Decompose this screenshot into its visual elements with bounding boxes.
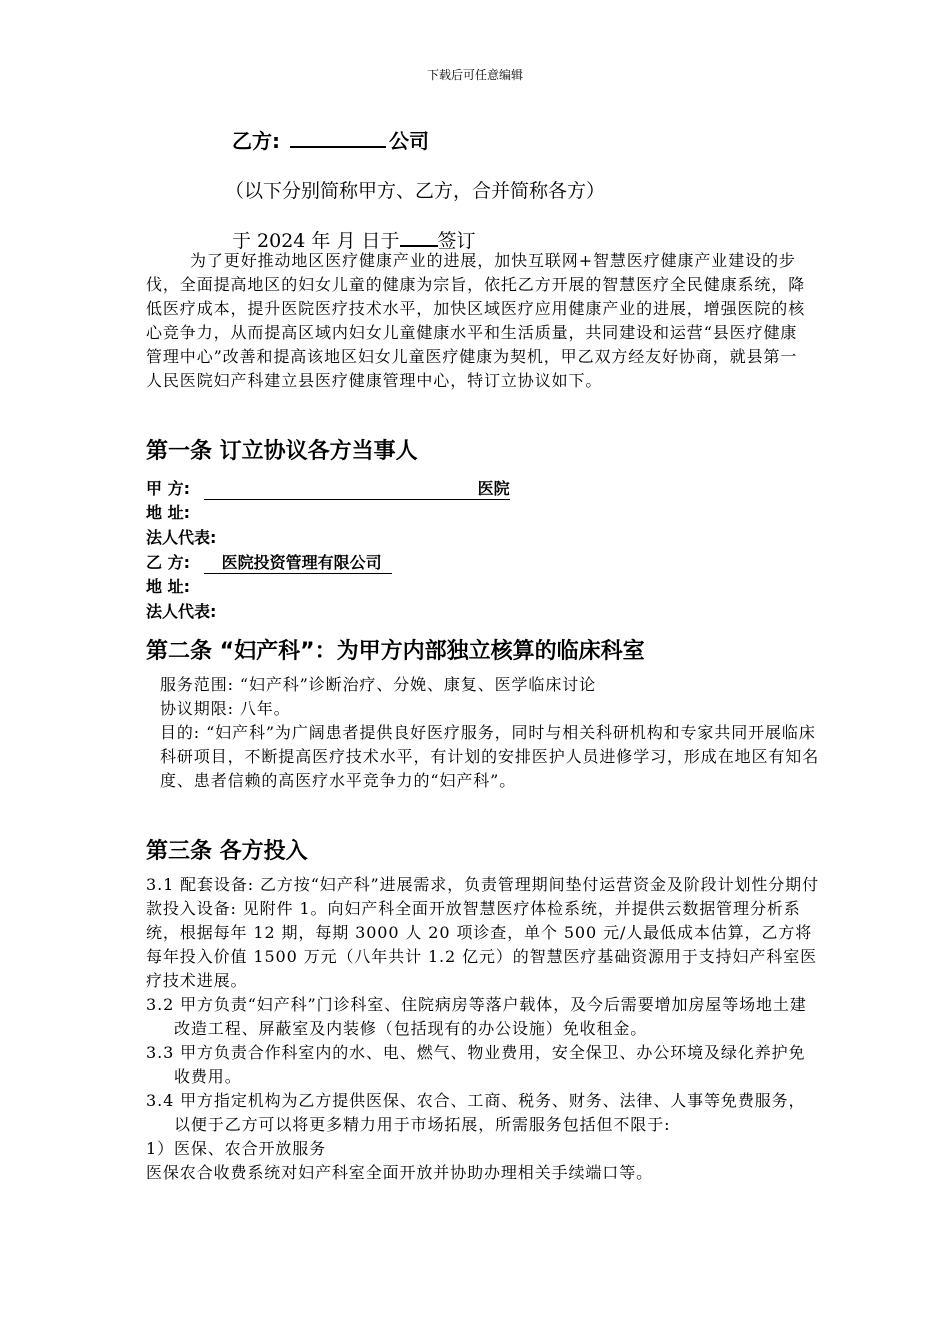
service-scope: 服务范围: “妇产科”诊断治疗、分娩、康复、医学临床讨论: [160, 675, 597, 694]
clause-3-3: 3.3 甲方负责合作科室内的水、电、燃气、物业费用，安全保卫、办公环境及绿化养护免收费用。: [146, 1043, 806, 1086]
intro-paragraph: 为了更好推动地区医疗健康产业的进展，加快互联网+智慧医疗健康产业建设的步伐，全面提高地区的妇女儿童的健康为宗旨，依托乙方开展的智慧医疗全民健康系统，降低医疗成本，提升医院医疗技术水平，加快区域医疗应用健康产业的进展，增强医院的核心竞争力，从而提高区域内妇女儿童健康水平和生活质量，共同建设和运营“县医疗健康管理中心”改善和提高该地区妇女儿童医疗健康为契机，甲乙双方经友好协商，就县第一人民医院妇产科建立县医疗健康管理中心，特订立协议如下。: [146, 251, 806, 390]
date-prefix: 于 2024 年 月 日于: [232, 230, 400, 252]
clause-3-2: 3.2 甲方负责“妇产科”门诊科室、住院病房等落户载体，及今后需要增加房屋等场地土建改造工程、屏蔽室及内装修（包括现有的办公设施）免收租金。: [146, 995, 807, 1038]
signing-place-blank: [400, 229, 438, 247]
agreement-term: 协议期限: 八年。: [160, 699, 291, 718]
company-name-blank: [290, 128, 386, 148]
page-header-note: 下载后可任意编辑: [426, 68, 523, 82]
party-b-prefix: 乙方:: [232, 129, 280, 153]
party-b-legal-rep-label: 法人代表:: [146, 602, 217, 621]
clause-3-1: 3.1 配套设备: 乙方按“妇产科”进展需求，负责管理期间垫付运营资金及阶段计划性分期付款投入设备: 见附件 1。向妇产科全面开放智慧医疗体检系统，并提供云数据管理分析系统，根据每年 12 期，每期 3000 人 20 项诊查，单个 500 元/人最低成本估算，乙方将每年投入价值 1500 万元（八年共计 1.2 亿元）的智慧医疗基础资源用于支持妇产科室医疗技术进展。: [146, 875, 819, 990]
party-b-company-line: [232, 125, 429, 154]
article-2-body: [160, 673, 820, 793]
article-3-body: [146, 873, 822, 1185]
party-a-value: 医院: [204, 476, 510, 500]
party-a-row: [146, 476, 510, 500]
party-b-row: [146, 550, 392, 574]
date-suffix: 签订: [437, 230, 476, 252]
purpose-paragraph: 目的: “妇产科”为广阔患者提供良好医疗服务，同时与相关科研机构和专家共同开展临床科研项目，不断提高医疗技术水平，有计划的安排医护人员进修学习，形成在地区有知名度、患者信赖的高医疗水平竞争力的“妇产科”。: [160, 723, 820, 790]
abbreviation-note: （以下分别简称甲方、乙方，合并简称各方）: [225, 180, 606, 202]
party-b-label: 乙 方:: [146, 553, 190, 572]
party-b-address-label: 地 址:: [146, 577, 190, 596]
article-3-title: 第三条 各方投入: [146, 839, 308, 864]
party-a-legal-rep-label: 法人代表:: [146, 528, 217, 547]
party-a-label: 甲 方:: [146, 479, 190, 498]
party-b-value: 医院投资管理有限公司: [204, 550, 392, 574]
article-1-title: 第一条 订立协议各方当事人: [146, 439, 418, 464]
party-a-address-label: 地 址:: [146, 503, 190, 522]
list-item-1-detail: 医保农合收费系统对妇产科室全面开放并协助办理相关手续端口等。: [146, 1163, 654, 1182]
party-b-suffix: 公司: [388, 129, 429, 153]
list-item-1: 1）医保、农合开放服务: [146, 1139, 327, 1158]
clause-3-4: 3.4 甲方指定机构为乙方提供医保、农合、工商、税务、财务、法律、人事等免费服务，以便于乙方可以将更多精力用于市场拓展，所需服务包括但不限于:: [146, 1091, 806, 1134]
article-2-title: 第二条 “妇产科”：为甲方内部独立核算的临床科室: [146, 639, 645, 664]
